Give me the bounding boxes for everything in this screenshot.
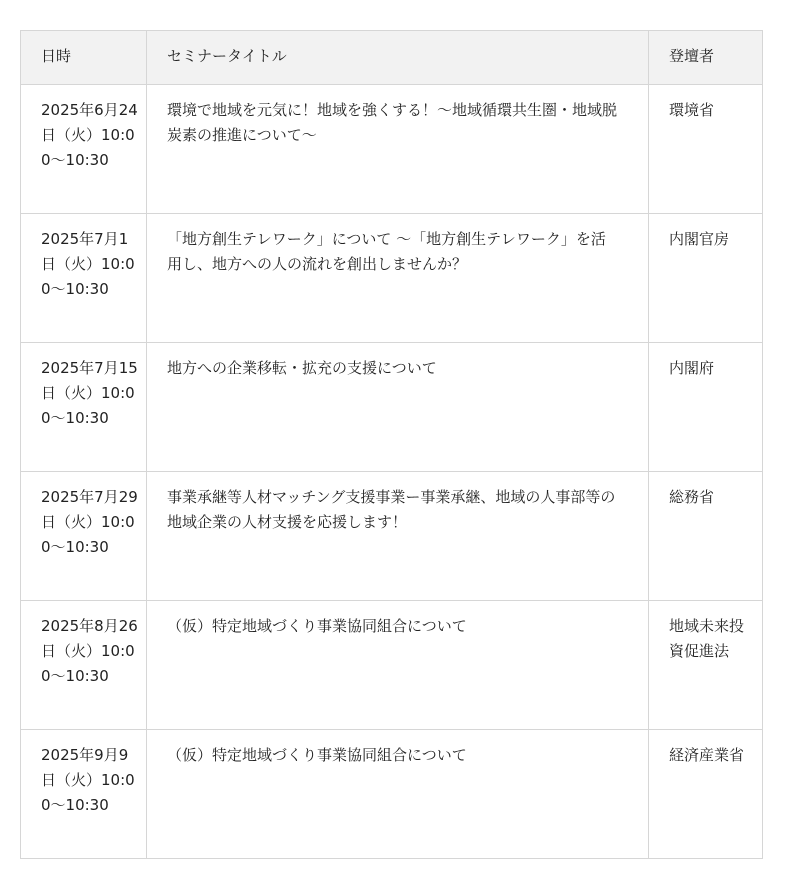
header-title: セミナータイトル <box>147 31 649 85</box>
seminar-speaker: 内閣官房 <box>649 214 763 343</box>
seminar-speaker: 内閣府 <box>649 343 763 472</box>
seminar-date: 2025年6月24日（火）10:00～10:30 <box>21 85 147 214</box>
seminar-date: 2025年7月1日（火）10:00～10:30 <box>21 214 147 343</box>
seminar-title: 地方への企業移転・拡充の支援について <box>147 343 649 472</box>
table-row <box>21 730 763 859</box>
header-speaker: 登壇者 <box>649 31 763 85</box>
seminar-date: 2025年7月15日（火）10:00～10:30 <box>21 343 147 472</box>
seminar-title: 事業承継等人材マッチング支援事業ー事業承継、地域の人事部等の地域企業の人材支援を応援します！ <box>147 472 649 601</box>
seminar-date: 2025年9月9日（火）10:00～10:30 <box>21 730 147 859</box>
table-row <box>21 472 763 601</box>
table-row <box>21 601 763 730</box>
seminar-title: （仮）特定地域づくり事業協同組合について <box>147 730 649 859</box>
seminar-title: 環境で地域を元気に！地域を強くする！～地域循環共生圏・地域脱炭素の推進について～ <box>147 85 649 214</box>
seminar-date: 2025年7月29日（火）10:00～10:30 <box>21 472 147 601</box>
seminar-title: （仮）特定地域づくり事業協同組合について <box>147 601 649 730</box>
table-header-row <box>21 31 763 85</box>
seminar-speaker: 地域未来投資促進法 <box>649 601 763 730</box>
seminar-speaker: 環境省 <box>649 85 763 214</box>
seminar-schedule <box>20 30 762 859</box>
seminar-speaker: 経済産業省 <box>649 730 763 859</box>
table-row <box>21 343 763 472</box>
header-date: 日時 <box>21 31 147 85</box>
table-row <box>21 214 763 343</box>
seminar-speaker: 総務省 <box>649 472 763 601</box>
seminar-table <box>20 30 763 859</box>
table-row <box>21 85 763 214</box>
seminar-title: 「地方創生テレワーク」について ～「地方創生テレワーク」を活用し、地方への人の流れを創出しませんか？ <box>147 214 649 343</box>
seminar-date: 2025年8月26日（火）10:00～10:30 <box>21 601 147 730</box>
